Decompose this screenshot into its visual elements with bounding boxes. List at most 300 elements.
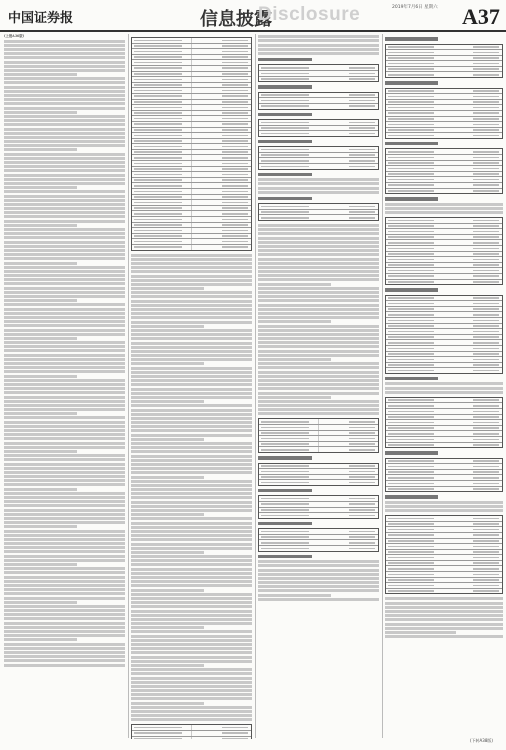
text-line xyxy=(385,627,503,630)
text-line xyxy=(131,383,252,386)
text-line xyxy=(4,333,125,336)
text-column-2 xyxy=(131,34,252,739)
table-row xyxy=(386,368,502,373)
text-line xyxy=(258,560,379,563)
text-line xyxy=(258,39,379,42)
text-line xyxy=(131,614,252,617)
text-line xyxy=(258,598,379,601)
text-line xyxy=(4,249,125,252)
text-line xyxy=(131,304,252,307)
data-table xyxy=(385,515,503,594)
text-line xyxy=(4,366,125,369)
text-line xyxy=(131,555,252,558)
article-body-text xyxy=(258,35,379,601)
text-line xyxy=(4,638,77,641)
text-line xyxy=(4,530,125,533)
text-line xyxy=(258,258,379,261)
text-line xyxy=(131,480,252,483)
text-line xyxy=(131,300,252,303)
text-line xyxy=(131,559,252,562)
text-line xyxy=(4,161,125,164)
data-table xyxy=(258,119,379,137)
text-line xyxy=(258,245,379,248)
text-line xyxy=(4,664,125,667)
table-row xyxy=(259,447,378,452)
section-title: 信息披露 xyxy=(200,9,272,30)
text-line xyxy=(4,634,125,637)
text-line xyxy=(4,446,125,449)
text-line xyxy=(131,513,204,516)
text-line xyxy=(4,492,125,495)
subheading xyxy=(258,140,312,144)
text-line xyxy=(131,484,252,487)
text-line xyxy=(4,354,125,357)
text-line xyxy=(131,605,252,608)
text-line xyxy=(4,475,125,478)
text-line xyxy=(258,329,379,332)
text-line xyxy=(385,597,503,600)
text-line xyxy=(131,388,252,391)
text-line xyxy=(131,647,252,650)
data-table xyxy=(385,397,503,448)
text-line xyxy=(4,467,125,470)
text-line xyxy=(4,513,125,516)
subheading xyxy=(258,113,312,117)
text-line xyxy=(4,412,77,415)
text-line xyxy=(131,421,252,424)
text-line xyxy=(4,463,125,466)
text-line xyxy=(385,203,503,206)
data-table xyxy=(258,146,379,169)
text-line xyxy=(4,643,125,646)
data-table xyxy=(258,463,379,486)
text-line xyxy=(4,655,125,658)
text-line xyxy=(4,437,125,440)
text-line xyxy=(258,291,379,294)
text-line xyxy=(4,282,125,285)
text-line xyxy=(4,622,125,625)
text-line xyxy=(258,237,379,240)
subheading xyxy=(385,451,438,455)
text-line xyxy=(4,169,125,172)
text-line xyxy=(131,563,252,566)
text-line xyxy=(4,324,125,327)
text-line xyxy=(4,128,125,131)
text-line xyxy=(131,718,252,721)
text-line xyxy=(385,631,456,634)
column-divider xyxy=(255,34,256,738)
text-line xyxy=(385,618,503,621)
subheading xyxy=(258,555,312,559)
subheading xyxy=(385,377,438,381)
text-line xyxy=(4,471,125,474)
text-line xyxy=(4,379,125,382)
text-line xyxy=(4,299,77,302)
text-line xyxy=(131,526,252,529)
text-line xyxy=(258,270,379,273)
text-line xyxy=(131,597,252,600)
table-row xyxy=(259,513,378,518)
data-table xyxy=(131,724,252,739)
text-line xyxy=(131,329,252,332)
text-line xyxy=(258,35,379,38)
text-line xyxy=(4,580,125,583)
text-line xyxy=(4,303,125,306)
text-line xyxy=(258,564,379,567)
text-line xyxy=(4,123,125,126)
text-column-3 xyxy=(258,34,379,739)
text-line xyxy=(4,584,125,587)
text-line xyxy=(4,400,125,403)
text-line xyxy=(258,400,379,403)
text-line xyxy=(131,697,252,700)
text-line xyxy=(4,421,125,424)
text-line xyxy=(131,375,252,378)
text-line xyxy=(131,610,252,613)
text-line xyxy=(4,186,77,189)
text-line xyxy=(258,585,379,588)
text-line xyxy=(4,102,125,105)
text-line xyxy=(4,534,125,537)
text-line xyxy=(131,354,252,357)
text-line xyxy=(4,119,125,122)
continued-on-marker: (下转A38版) xyxy=(470,738,493,743)
table-row xyxy=(386,487,502,492)
data-table xyxy=(258,92,379,110)
text-line xyxy=(258,308,379,311)
text-column-4 xyxy=(385,34,503,739)
data-table xyxy=(258,528,379,551)
text-line xyxy=(258,249,379,252)
text-line xyxy=(131,538,252,541)
text-line xyxy=(4,136,125,139)
text-line xyxy=(258,354,379,357)
text-line xyxy=(131,681,252,684)
text-line xyxy=(258,262,379,265)
text-line xyxy=(4,341,125,344)
text-line xyxy=(4,425,125,428)
subheading xyxy=(258,85,312,89)
text-line xyxy=(131,471,252,474)
text-line xyxy=(258,52,379,55)
text-line xyxy=(258,577,379,580)
masthead xyxy=(0,0,506,32)
table-row xyxy=(386,443,502,448)
text-line xyxy=(258,392,379,395)
text-line xyxy=(258,232,379,235)
text-line xyxy=(131,291,252,294)
text-line xyxy=(131,287,204,290)
text-line xyxy=(131,459,252,462)
text-line xyxy=(4,605,125,608)
text-line xyxy=(258,345,379,348)
text-line xyxy=(258,228,379,231)
text-line xyxy=(131,685,252,688)
text-line xyxy=(385,509,503,512)
text-line xyxy=(258,182,379,185)
text-line xyxy=(4,559,125,562)
text-line xyxy=(4,262,77,265)
column-divider xyxy=(128,34,129,738)
text-line xyxy=(131,362,204,365)
table-row xyxy=(132,737,251,739)
text-line xyxy=(4,538,125,541)
text-line xyxy=(131,275,252,278)
table-row xyxy=(259,77,378,82)
text-line xyxy=(131,325,204,328)
text-line xyxy=(131,463,252,466)
text-line xyxy=(4,308,125,311)
text-line xyxy=(4,592,125,595)
subheading xyxy=(258,173,312,177)
text-line xyxy=(4,597,125,600)
text-line xyxy=(258,287,379,290)
text-line xyxy=(4,203,125,206)
text-line xyxy=(131,450,252,453)
text-line xyxy=(4,601,77,604)
text-line xyxy=(131,710,252,713)
text-line xyxy=(4,224,77,227)
text-line xyxy=(4,295,125,298)
text-line xyxy=(258,178,379,181)
text-line xyxy=(4,98,125,101)
text-line xyxy=(131,342,252,345)
text-line xyxy=(4,458,125,461)
text-line xyxy=(131,509,252,512)
text-line xyxy=(258,187,379,190)
text-line xyxy=(131,530,252,533)
text-line xyxy=(4,274,125,277)
text-line xyxy=(385,623,503,626)
text-line xyxy=(385,602,503,605)
text-line xyxy=(131,434,252,437)
text-line xyxy=(258,299,379,302)
text-line xyxy=(131,409,252,412)
text-line xyxy=(131,622,252,625)
text-line xyxy=(258,241,379,244)
text-line xyxy=(4,488,77,491)
subheading xyxy=(258,489,312,493)
text-line xyxy=(258,320,331,323)
text-line xyxy=(131,446,252,449)
text-line xyxy=(131,429,252,432)
text-line xyxy=(4,199,125,202)
text-line xyxy=(4,345,125,348)
text-line xyxy=(258,295,379,298)
text-line xyxy=(4,391,125,394)
text-line xyxy=(131,392,252,395)
subheading xyxy=(385,197,438,201)
text-line xyxy=(4,174,125,177)
table-row xyxy=(259,104,378,109)
text-line xyxy=(131,593,252,596)
text-line xyxy=(4,433,125,436)
text-line xyxy=(4,190,125,193)
table-row xyxy=(386,280,502,285)
text-line xyxy=(4,383,125,386)
text-line xyxy=(4,44,125,47)
text-line xyxy=(258,266,379,269)
text-line xyxy=(131,702,204,705)
text-line xyxy=(131,551,204,554)
text-line xyxy=(4,153,125,156)
subheading xyxy=(385,142,438,146)
text-line xyxy=(258,278,379,281)
text-line xyxy=(4,563,77,566)
newspaper-logo: 中国证券报 xyxy=(8,11,74,26)
data-table xyxy=(385,458,503,493)
text-line xyxy=(4,509,125,512)
text-line xyxy=(131,346,252,349)
text-line xyxy=(131,417,252,420)
text-line xyxy=(258,581,379,584)
data-table xyxy=(258,203,379,221)
text-line xyxy=(4,337,77,340)
text-line xyxy=(131,635,252,638)
text-line xyxy=(131,601,252,604)
text-line xyxy=(4,496,125,499)
text-line xyxy=(131,350,252,353)
text-line xyxy=(4,659,125,662)
text-line xyxy=(385,614,503,617)
section-title-english: Disclosure xyxy=(258,4,361,25)
text-line xyxy=(131,677,252,680)
text-line xyxy=(4,546,125,549)
text-line xyxy=(131,589,204,592)
text-line xyxy=(258,396,331,399)
text-line xyxy=(131,714,252,717)
data-table xyxy=(385,88,503,139)
text-line xyxy=(131,576,252,579)
text-line xyxy=(131,580,252,583)
subheading xyxy=(258,197,312,201)
text-line xyxy=(4,215,125,218)
text-line xyxy=(4,245,125,248)
text-line xyxy=(131,693,252,696)
text-line xyxy=(4,61,125,64)
text-line xyxy=(131,467,252,470)
text-line xyxy=(4,236,125,239)
text-line xyxy=(258,379,379,382)
text-line xyxy=(258,383,379,386)
text-line xyxy=(131,660,252,663)
text-line xyxy=(131,618,252,621)
text-line xyxy=(385,606,503,609)
data-table xyxy=(385,44,503,79)
data-table xyxy=(131,37,252,251)
text-line xyxy=(131,396,252,399)
text-line xyxy=(385,391,503,394)
text-line xyxy=(258,371,379,374)
text-line xyxy=(4,90,125,93)
text-line xyxy=(4,542,125,545)
subheading xyxy=(258,522,312,526)
text-line xyxy=(258,573,379,576)
text-line xyxy=(4,287,125,290)
text-line xyxy=(131,455,252,458)
text-line xyxy=(4,232,125,235)
text-line xyxy=(131,668,252,671)
text-line xyxy=(4,504,125,507)
text-line xyxy=(258,412,379,415)
text-line xyxy=(131,547,252,550)
text-line xyxy=(4,270,125,273)
text-line xyxy=(131,367,252,370)
text-line xyxy=(131,266,252,269)
text-line xyxy=(131,476,204,479)
text-line xyxy=(4,550,125,553)
text-line xyxy=(385,610,503,613)
text-line xyxy=(131,425,252,428)
text-line xyxy=(4,630,125,633)
text-line xyxy=(131,254,252,257)
text-line xyxy=(4,617,125,620)
subheading xyxy=(258,58,312,62)
text-line xyxy=(4,375,77,378)
text-line xyxy=(4,404,125,407)
text-line xyxy=(4,211,125,214)
text-line xyxy=(258,253,379,256)
data-table xyxy=(258,64,379,82)
text-line xyxy=(131,522,252,525)
text-line xyxy=(131,568,252,571)
text-line xyxy=(131,337,252,340)
text-line xyxy=(4,483,125,486)
text-line xyxy=(4,69,125,72)
text-line xyxy=(4,500,125,503)
data-table xyxy=(258,495,379,518)
text-line xyxy=(258,387,379,390)
text-line xyxy=(4,144,125,147)
text-line xyxy=(258,304,379,307)
text-line xyxy=(258,375,379,378)
text-line xyxy=(131,572,252,575)
text-line xyxy=(4,358,125,361)
text-line xyxy=(4,178,125,181)
text-line xyxy=(131,312,252,315)
table-row xyxy=(259,480,378,485)
text-line xyxy=(4,253,125,256)
text-line xyxy=(385,207,503,210)
subheading xyxy=(385,37,438,41)
text-line xyxy=(4,86,125,89)
text-line xyxy=(4,555,125,558)
table-row xyxy=(386,72,502,77)
text-line xyxy=(4,278,125,281)
text-line xyxy=(4,165,125,168)
text-line xyxy=(4,576,125,579)
subheading xyxy=(385,81,438,85)
text-line xyxy=(258,341,379,344)
column-divider xyxy=(382,34,383,738)
data-table xyxy=(385,295,503,374)
text-line xyxy=(4,228,125,231)
text-line xyxy=(131,262,252,265)
text-line xyxy=(131,517,252,520)
text-line xyxy=(258,350,379,353)
text-line xyxy=(4,609,125,612)
text-line xyxy=(258,274,379,277)
text-line xyxy=(4,387,125,390)
text-line xyxy=(4,370,125,373)
text-line xyxy=(258,569,379,572)
table-row xyxy=(132,245,251,250)
text-line xyxy=(4,525,77,528)
page-number: A37 xyxy=(462,4,500,29)
data-table xyxy=(258,418,379,453)
text-line xyxy=(4,81,125,84)
text-line xyxy=(258,44,379,47)
